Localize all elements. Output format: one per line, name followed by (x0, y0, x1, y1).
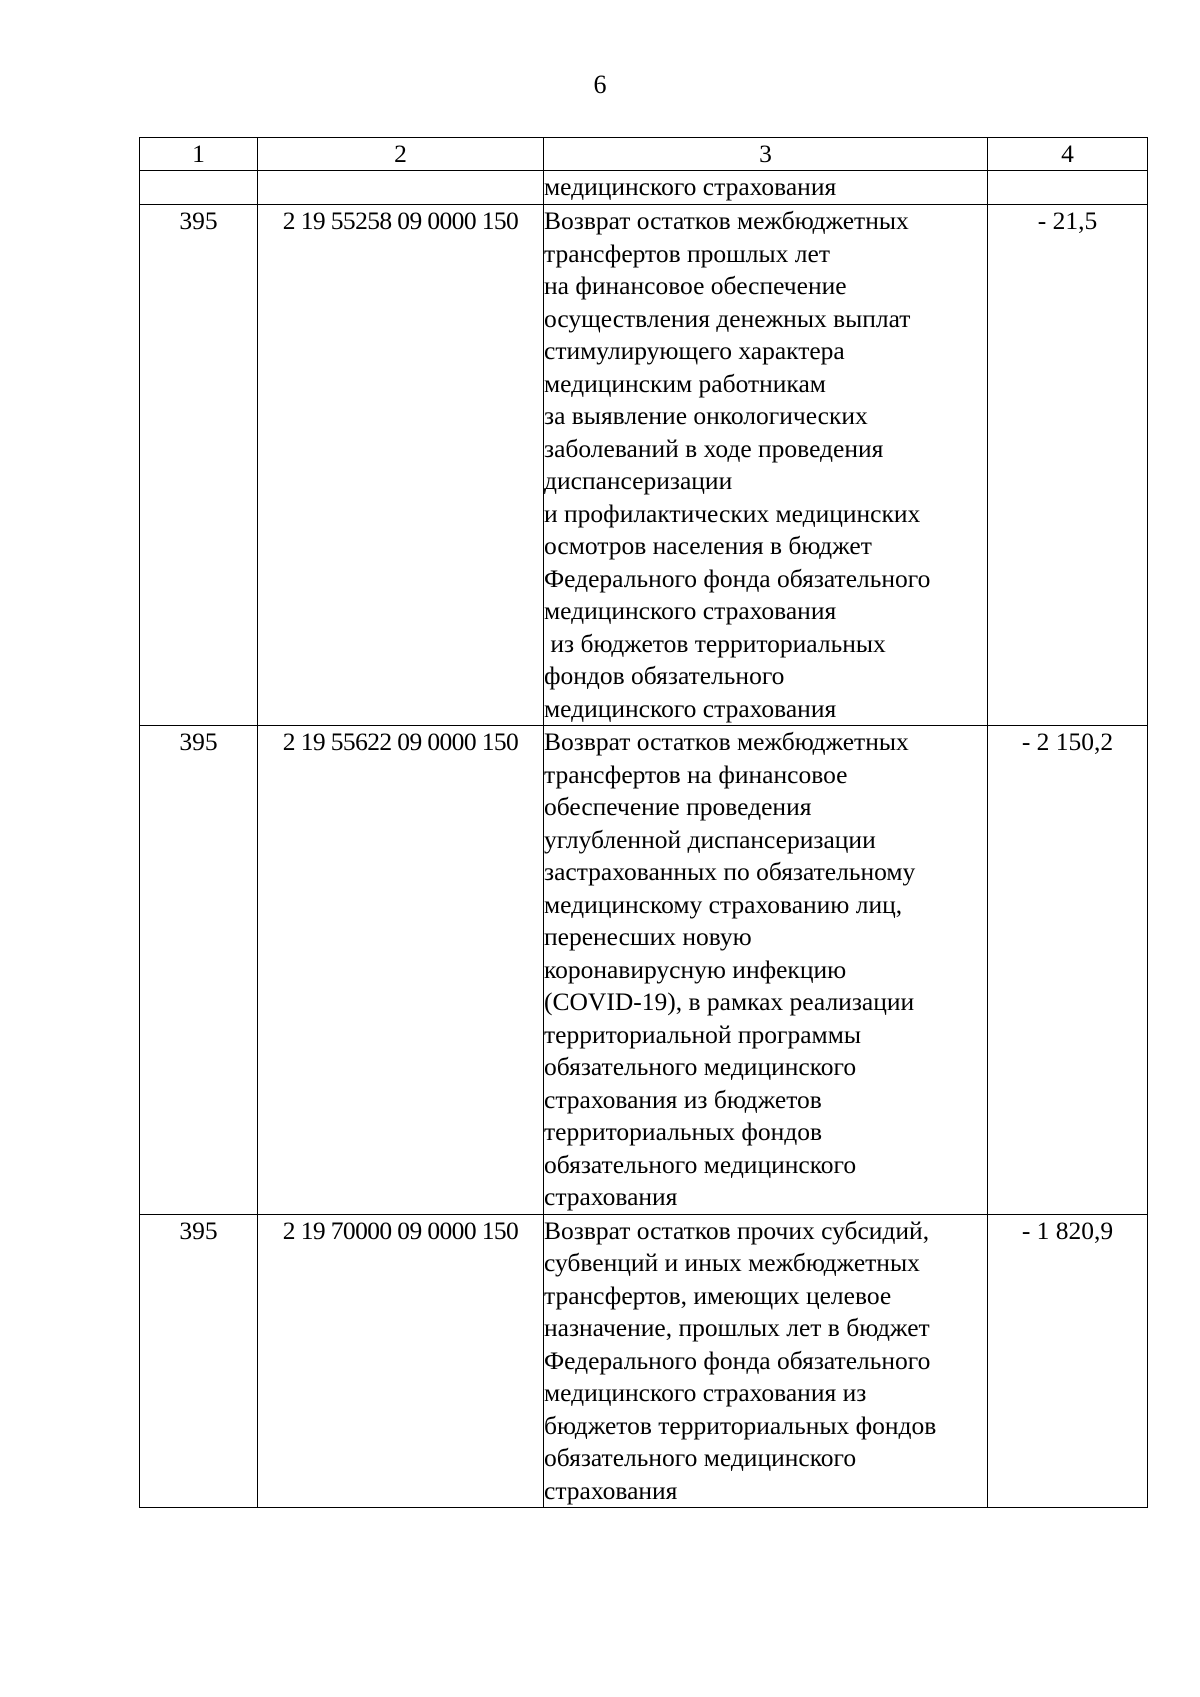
description-line: Возврат остатков межбюджетных (544, 206, 909, 235)
description-line: Федерального фонда обязательного (544, 563, 931, 593)
description-line: коронавирусную инфекцию (544, 954, 847, 984)
page-number: 6 (593, 70, 607, 99)
table-header-row (140, 138, 1148, 171)
table-row (140, 726, 1148, 1215)
description-line: застрахованных по обязательному (544, 857, 916, 886)
description-line: углубленной диспансеризации (544, 824, 876, 854)
description-line: медицинского страхования (544, 596, 837, 625)
description-line: обязательного медицинского (544, 1443, 857, 1472)
description-line: трансфертов прошлых лет (544, 238, 830, 268)
description-line: и профилактических медицинских (544, 498, 921, 528)
header-cell-4: 4 (988, 138, 1148, 171)
description-cell (544, 171, 988, 205)
description-line: Возврат остатков межбюджетных (544, 727, 909, 756)
description-line: медицинского страхования из (544, 1378, 867, 1407)
description-line: страхования (544, 1182, 678, 1211)
description-line: субвенций и иных межбюджетных (544, 1248, 920, 1277)
description-line: стимулирующего характера (544, 336, 845, 365)
amount-cell: - 21,5 (988, 205, 1148, 726)
table-row (140, 171, 1148, 205)
description-line: обеспечение проведения (544, 792, 812, 821)
description-line: медицинским работникам (544, 368, 826, 398)
admin-code-cell: 395 (140, 205, 258, 726)
description-line: из бюджетов территориальных (544, 628, 886, 658)
budget-classification-code-cell: 2 19 70000 09 0000 150 (258, 1214, 544, 1508)
description-line: страхования (544, 1475, 678, 1505)
header-cell-2: 2 (258, 138, 544, 171)
description-line: Федерального фонда обязательного (544, 1345, 931, 1375)
budget-classification-code-cell: 2 19 55258 09 0000 150 (258, 205, 544, 726)
amount-cell (988, 171, 1148, 205)
description-line: бюджетов территориальных фондов (544, 1410, 937, 1440)
admin-code-cell: 395 (140, 726, 258, 1215)
budget-table (139, 137, 1148, 1508)
description-line: на финансовое обеспечение (544, 271, 847, 300)
description-line: осмотров населения в бюджет (544, 531, 872, 560)
amount-cell: - 1 820,9 (988, 1214, 1148, 1508)
description-line: страхования из бюджетов (544, 1084, 822, 1114)
admin-code-cell (140, 171, 258, 205)
table-row (140, 205, 1148, 726)
header-cell-1: 1 (140, 138, 258, 171)
description-line: заболеваний в ходе проведения (544, 433, 884, 463)
description-line: Возврат остатков прочих субсидий, (544, 1215, 930, 1245)
header-cell-3: 3 (544, 138, 988, 171)
admin-code-cell: 395 (140, 1214, 258, 1508)
description-line: медицинского страхования (544, 172, 837, 201)
description-line: фондов обязательного (544, 661, 785, 690)
description-cell (544, 205, 988, 726)
description-line: территориальной программы (544, 1019, 861, 1049)
description-line: за выявление онкологических (544, 401, 868, 430)
description-line: обязательного медицинского (544, 1052, 857, 1081)
description-line: трансфертов на финансовое (544, 759, 848, 789)
description-line: осуществления денежных выплат (544, 303, 911, 333)
description-line: территориальных фондов (544, 1117, 823, 1146)
description-line: назначение, прошлых лет в бюджет (544, 1313, 930, 1342)
description-line: (COVID-19), в рамках реализации (544, 987, 915, 1016)
description-line: диспансеризации (544, 466, 733, 495)
budget-classification-code-cell (258, 171, 544, 205)
description-line: трансфертов, имеющих целевое (544, 1280, 892, 1310)
description-cell (544, 726, 988, 1215)
description-line: медицинскому страхованию лиц, (544, 889, 903, 919)
description-cell (544, 1214, 988, 1508)
amount-cell: - 2 150,2 (988, 726, 1148, 1215)
description-line: медицинского страхования (544, 693, 837, 723)
description-line: обязательного медицинского (544, 1149, 857, 1179)
budget-classification-code-cell: 2 19 55622 09 0000 150 (258, 726, 544, 1215)
table-row (140, 1214, 1148, 1508)
description-line: перенесших новую (544, 922, 752, 951)
